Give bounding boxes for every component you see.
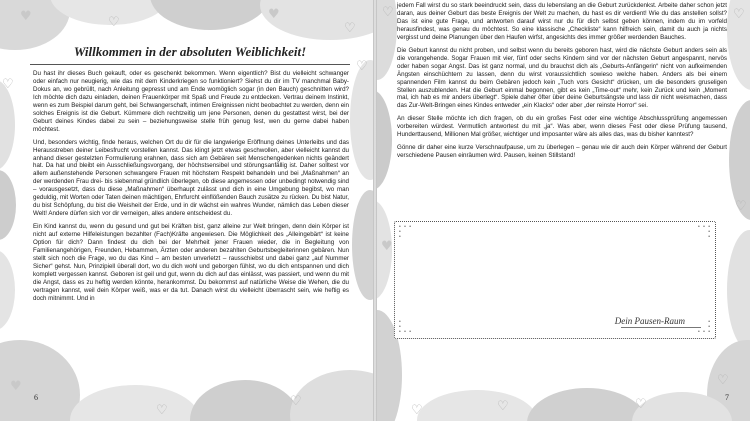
title-divider [30, 64, 350, 65]
corner-ornament: • • • • • [697, 319, 711, 335]
paragraph: An dieser Stelle möchte ich dich fragen, ob du ein großes Fest oder eine wichtige Abschlussprüfung angemessen vorbereiten würdest. Vermutlich antwortest du mit „ja“. Was aber, wenn dieses Fest oder diese Prüfung tausend, Hunderttausend, Millionen Mal größer, wichtiger und imposanter wäre als alles das, was du bisher kanntest? [397, 115, 727, 139]
decorative-blob [727, 230, 750, 350]
heart-icon: ♥ [20, 9, 32, 24]
heart-outline-icon: ♡ [497, 399, 509, 414]
heart-outline-icon: ♡ [635, 397, 647, 412]
decorative-blob [70, 385, 200, 421]
heart-outline-icon: ♡ [382, 5, 394, 20]
paragraph: jedem Fall wirst du so stark beeindruckt sein, dass du lebenslang an die Geburt zurückdenkst. Arbeite daher schon jetzt daran, aus deiner Geburt das beste Ereignis der Welt zu machen, du hast es dir verdient! Wie du das anstellen sollst? Das ist eine gute Frage, und antworten darauf wirst nur du für dich selbst geben können, indem du im vorfeld herausfindest, was genau du möchtest. So eine klassische „Checkliste“ kann hilfreich sein, damit du auch ja nichts vergisst und deine Planungen über den Haufen wirfst, angesichts des immer größer werdenden Bauches. [397, 2, 727, 41]
corner-ornament: • • • • • [697, 224, 711, 240]
decorative-blob [352, 190, 373, 300]
heart-outline-icon: ♡ [108, 15, 120, 30]
left-page [0, 0, 373, 421]
heart-outline-icon: ♡ [156, 403, 168, 418]
page-number: 7 [725, 393, 729, 402]
pause-room-label: Dein Pausen-Raum [614, 316, 685, 326]
body-text [397, 2, 727, 165]
heart-icon: ♥ [381, 239, 393, 254]
heart-outline-icon: ♡ [717, 373, 729, 388]
decorative-blob [0, 250, 15, 330]
decorative-blob [190, 380, 300, 421]
paragraph: Ein Kind kannst du, wenn du gesund und gut bei Kräften bist, ganz alleine zur Welt bringen, denn dein Körper ist nicht auf externe Hilfeleistungen bezahlter (Fach)Kräfte angewiesen. Die Möglichkeit des „Alleingebärt“ ist keine Option für dich? Dann findest du dich bei der Mehrheit jener Frauen wieder, die in Begleitung von Familienangehörigen, Freunden, Hebammen, Ärzten oder anderen bezahlten Geburtsbegleiterinnen gebären. Nun stellt sich noch die Frage, wo du das Kind – am besten unverletzt – rausschiebst und dabei ganz „auf Nummer Sicher“ gehst. Nun, Prinzipiell überall dort, wo du dich wohl und geborgen fühlst, wo du dich entspannen und dich komplett vergessen kannst. Geboren ist geil und gut, wenn du dich auf das einlässt, was passiert, und wenn du mit die Angst, dass es zu heftig werden könnte, herankommst. Du bekommst auf natürliche Weise die Wehen, die du vertragen kannst, weil dein Körper weiß, was er da tut. Danach wirst du vielleicht überrascht sein, wie heftig es doch mitnimmt. Und in [33, 223, 349, 302]
body-text [33, 70, 349, 308]
page-title: Willkommen in der absoluten Weiblichkeit! [73, 44, 307, 59]
pause-label-underline [621, 327, 701, 328]
paragraph: Die Geburt kannst du nicht proben, und selbst wenn du bereits geboren hast, wird die nächste Geburt anders sein als die vorangehende. Sogar Frauen mit vier, fünf oder sechs Kindern sind vor der nächsten Geburt angespannt, nervös oder haben sogar Angst. Das ist ganz normal, und du brauchst dich als „Geburts-Anfängerin“ nicht von aufkeimenden Ängsten einschüchtern zu lassen, denn du wirst voraussichtlich sowieso welche haben. Anders als bei einem spannenden Film kannst du beim Gebären jedoch kein „Tuch vors Gesicht“ drücken, um die besonders gruseligen Stellen auszublenden. Hat die Geburt einmal begonnen, gibt es kein „Time-out“ mehr, kein Zurück und kein „Moment mal, ich hab es mir anders überlegt“. Spiele daher öfter über deine Geburtsängste und lass dir nicht weismachen, dass das Zur-Welt-Bringen eines Kindes entweder „ein Klacks“ oder aber „der reinste Horror“ sei. [397, 46, 727, 110]
heart-outline-icon: ♡ [733, 7, 745, 22]
page-number: 6 [34, 393, 38, 402]
heart-outline-icon: ♡ [735, 199, 747, 214]
decorative-blob [527, 388, 647, 421]
heart-outline-icon: ♡ [2, 77, 14, 92]
decorative-blob [377, 90, 392, 190]
heart-icon: ♥ [268, 7, 280, 22]
paragraph: Und, besonders wichtig, finde heraus, welchen Ort du dir für die langwierige Eröffnung deines Unterleibs und das Herausstreben deiner Leibesfrucht vorstellen kannst. Das klingt jetzt etwas geschwollen, aber vielleicht kannst du anhand dieser gestelzten Formulierung erahnen, dass sich am Gebären seit Menschengedenken nichts geändert hat. Da hat und bleibt ein Ausschließungsvorgang, der höchstsensibel und störungsanfällig ist. Daher solltest vor allem außenstehende Personen schwangere Frauen mit höchstem Respekt behandeln und bei „Maßnahmen“ an der werdenden Frau drei- bis siebenmal gründlich überlegen, ob diese angemessen oder unbedingt notwendig sind – vorausgesetzt, dass du diese „Maßnahmen“ überhaupt zulässt und dich in eine Umgebung begibst, wo man geduldig, mit Worten oder Taten deinen mächtigen, Ehrfurcht einflößenden Bauch zusätze zu rücken. Du bist Natur, du bist Schöpfung, du bist die Weisheit der Erde, und in dir wächst ein wahres Wunder, nämlich das Leben dieser Welt! Andere dürfen sich vor dir verneigen, alles andere entscheidest du. [33, 138, 349, 218]
paragraph: Du hast ihr dieses Buch gekauft, oder es geschenkt bekommen. Wenn eigentlich? Bist du vielleicht schwanger oder einfach nur neugierig, wie das mit dem Kinderkriegen so funktioniert? Siehst du dir im TV manchmal Baby-Dokus an, wo gebrüllt, nach Anleitung gepresst und am Ende womöglich sogar (in den Bauch) geschnitten wird? Ich möchte dich dazu einladen, deinen Frauenkörper mit Spaß und Freude zu entdecken. Vertrau deinem Instinkt, wenn es zum Beispiel darum geht, bei Schwangerschaft, intimen Ereignissen nicht beobachtet zu werden, denn ein solches Ereignis ist die Geburt. Kümmere dich rechtzeitig um jene Personen, denen du gestattest wirst, bei der Geburt deines Kindes dabei zu sein – beziehungsweise stelle früh genug fest, wen du gerne dabei haben möchtest. [33, 70, 349, 133]
right-page [377, 0, 750, 421]
heart-icon: ♥ [10, 379, 22, 394]
paragraph: Gönne dir daher eine kurze Verschnaufpause, um zu überlegen – genau wie dir auch dein Körper während der Geburt verschiedene Pausen einräumen wird. Pausen, keinen Stillstand! [397, 144, 727, 160]
decorative-blob [417, 390, 537, 421]
heart-outline-icon: ♡ [411, 403, 423, 418]
heart-outline-icon: ♡ [290, 394, 302, 409]
decorative-blob [0, 77, 15, 170]
decorative-blob [290, 370, 373, 421]
pause-room-box [394, 221, 716, 339]
decorative-blob [350, 60, 373, 180]
decorative-blob [0, 170, 16, 240]
corner-ornament: • • • • • [399, 224, 413, 240]
heart-outline-icon: ♡ [344, 21, 356, 36]
decorative-blob [150, 0, 270, 30]
heart-outline-icon: ♡ [356, 59, 368, 74]
corner-ornament: • • • • • [399, 319, 413, 335]
